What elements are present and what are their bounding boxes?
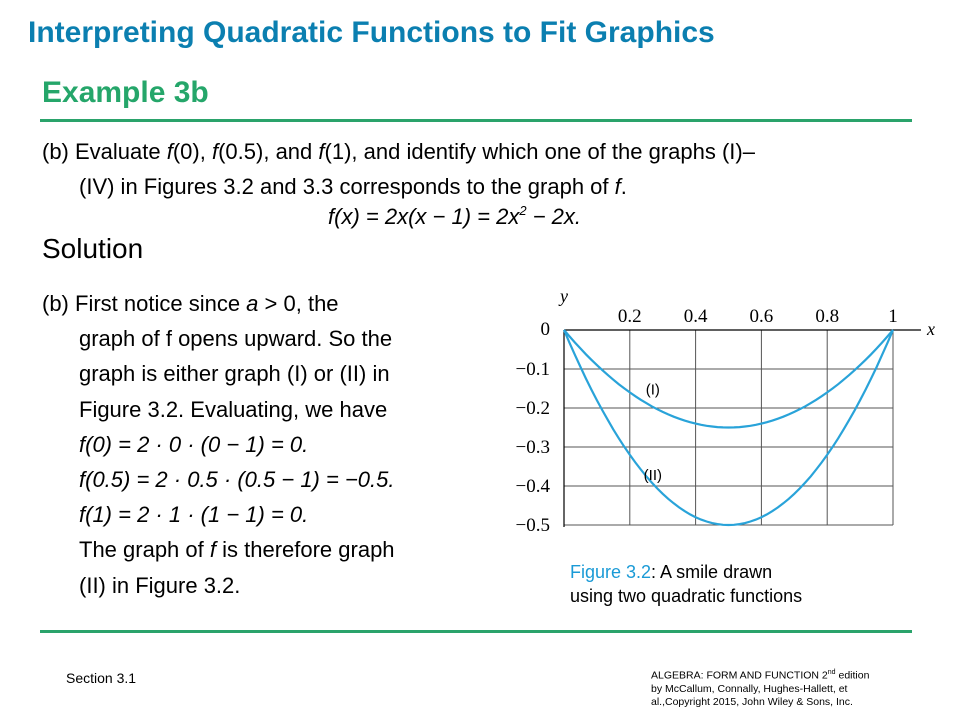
x-tick-label: 0.6 [749, 306, 774, 327]
section-label: Section 3.1 [66, 670, 137, 686]
y-axis-label: y [560, 286, 568, 306]
problem-text: (IV) in Figures 3.2 and 3.3 corresponds to the graph of [79, 174, 615, 199]
y-tick-label: −0.5 [515, 515, 550, 536]
figure-3-2-chart [500, 285, 960, 545]
problem-text: (0.5), and [218, 139, 319, 164]
formula-exponent: 2 [519, 203, 527, 218]
bottom-divider [40, 630, 912, 633]
f-symbol: f [166, 139, 173, 164]
solution-text: (b) First notice since [42, 291, 247, 316]
problem-text: (0), [172, 139, 212, 164]
solution-line: graph is either graph (I) or (II) in [79, 361, 390, 387]
credit-note [651, 666, 911, 709]
solution-equation: f(1) = 2 · 1 · (1 − 1) = 0. [79, 502, 309, 528]
y-tick-label: 0 [540, 319, 550, 340]
x-tick-label: 1 [888, 306, 898, 327]
problem-text: (b) Evaluate [42, 139, 167, 164]
problem-text: (1), and identify which one of the graphs (I)– [324, 139, 755, 164]
problem-line-2 [42, 169, 922, 204]
formula-text: f(x) = 2x(x − 1) = 2x [328, 204, 520, 229]
caption-text: using two quadratic functions [570, 586, 803, 606]
credit-text: al.,Copyright 2015, John Wiley & Sons, Inc. [651, 695, 853, 708]
solution-equation: f(0) = 2 · 0 · (0 − 1) = 0. [79, 431, 309, 457]
f-symbol: f [318, 139, 325, 164]
series-curve [564, 330, 893, 428]
x-tick-label: 0.2 [617, 306, 642, 327]
problem-statement [42, 134, 922, 204]
y-tick-label: −0.1 [515, 359, 550, 380]
solution-equation: f(0.5) = 2 · 0.5 · (0.5 − 1) = −0.5. [79, 467, 395, 493]
credit-sup: nd [827, 669, 836, 676]
f-symbol: f [211, 139, 219, 164]
solution-text: is therefore graph [216, 537, 395, 563]
credit-text: ALGEBRA: FORM AND FUNCTION 2 [651, 669, 828, 682]
solution-text: The graph of [79, 537, 210, 563]
formula [328, 203, 581, 230]
solution-line: Figure 3.2. Evaluating, we have [79, 396, 388, 422]
solution-text: > 0, the [258, 291, 339, 316]
f-symbol: f [614, 174, 621, 199]
solution-line [42, 532, 482, 567]
solution-line: (II) in Figure 3.2. [79, 572, 241, 598]
solution-body [42, 286, 482, 603]
example-heading: Example 3b [42, 76, 209, 109]
solution-line [42, 286, 482, 321]
x-tick-label: 0.8 [815, 306, 840, 327]
x-tick-label: 0.4 [683, 306, 708, 327]
figure-caption [570, 560, 802, 608]
credit-text: by McCallum, Connally, Hughes-Hallett, et [651, 682, 848, 695]
credit-text: edition [835, 669, 870, 682]
y-tick-label: −0.2 [515, 398, 550, 419]
solution-heading: Solution [42, 233, 144, 264]
series-label: (I) [645, 381, 660, 399]
page-title: Interpreting Quadratic Functions to Fit Graphics [28, 16, 715, 49]
x-axis-label: x [927, 319, 935, 339]
y-tick-label: −0.3 [515, 437, 550, 458]
a-symbol: a [246, 291, 259, 316]
caption-text: : A smile drawn [651, 562, 773, 582]
figure-label: Figure 3.2 [570, 562, 652, 582]
series-label: (II) [643, 467, 662, 485]
f-symbol: f [209, 537, 216, 563]
problem-text: . [620, 174, 627, 199]
y-tick-label: −0.4 [515, 476, 550, 497]
top-divider [40, 119, 912, 122]
solution-line: graph of f opens upward. So the [79, 326, 393, 352]
formula-text: − 2x. [526, 204, 581, 229]
